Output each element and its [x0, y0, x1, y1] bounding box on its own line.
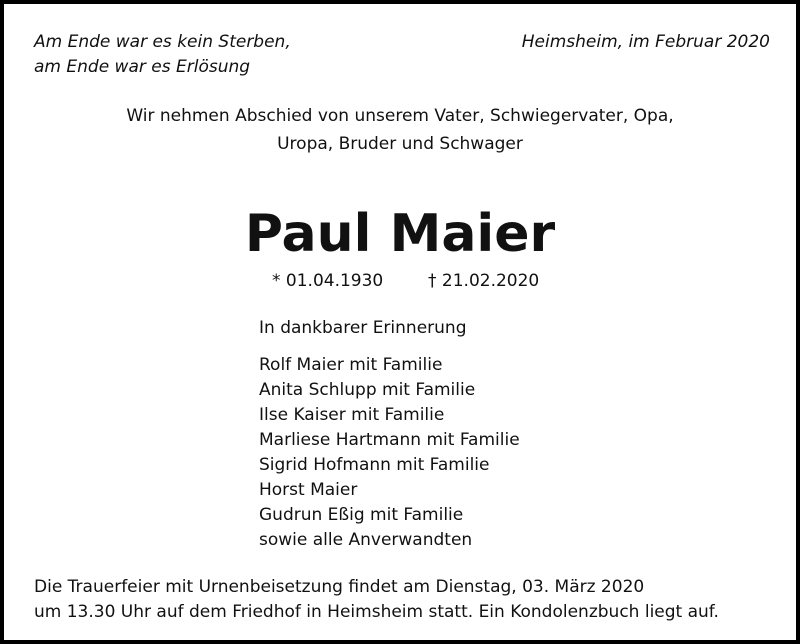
- intro-line: Uropa, Bruder und Schwager: [277, 134, 523, 154]
- funeral-info: Die Trauerfeier mit Urnenbeisetzung findet am Dienstag, 03. März 2020: [34, 577, 645, 597]
- mourner: Horst Maier: [259, 480, 358, 500]
- mourner: Marliese Hartmann mit Familie: [259, 430, 520, 450]
- place-date: Heimsheim, im Februar 2020: [521, 32, 770, 52]
- remembrance: In dankbarer Erinnerung: [259, 318, 467, 338]
- mourner: Rolf Maier mit Familie: [259, 355, 443, 375]
- mourner: Ilse Kaiser mit Familie: [259, 405, 445, 425]
- motto-line: Am Ende war es kein Sterben,: [34, 32, 291, 52]
- mourner: Anita Schlupp mit Familie: [259, 380, 476, 400]
- deceased-name: Paul Maier: [244, 204, 556, 264]
- birth-date: * 01.04.1930: [272, 271, 384, 291]
- mourner: Sigrid Hofmann mit Familie: [259, 455, 490, 475]
- funeral-info: um 13.30 Uhr auf dem Friedhof in Heimsheim statt. Ein Kondolenzbuch liegt auf.: [34, 602, 719, 622]
- death-date: † 21.02.2020: [428, 271, 540, 291]
- mourner: sowie alle Anverwandten: [259, 530, 473, 550]
- mourner: Gudrun Eßig mit Familie: [259, 505, 464, 525]
- motto-line: am Ende war es Erlösung: [34, 57, 251, 77]
- intro-line: Wir nehmen Abschied von unserem Vater, Schwiegervater, Opa,: [126, 106, 674, 126]
